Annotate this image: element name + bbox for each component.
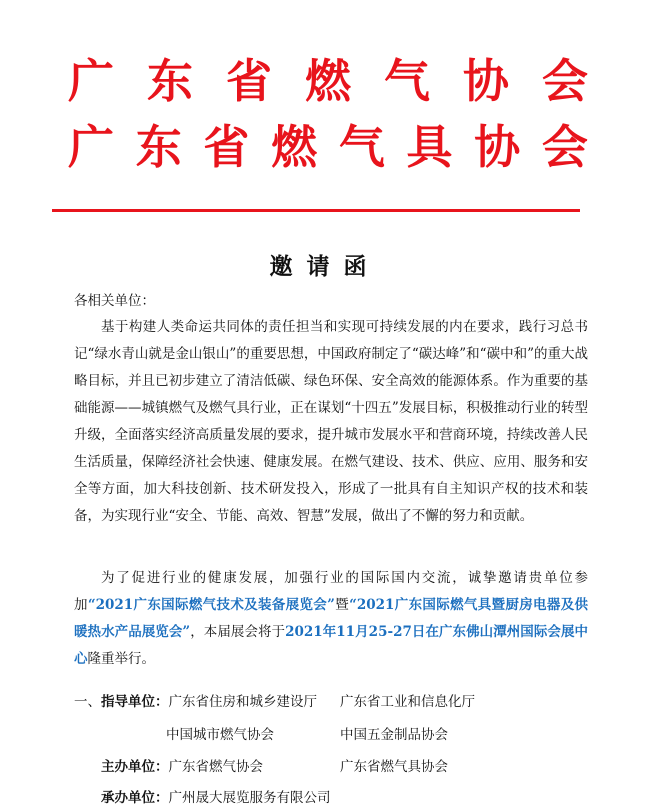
date-venue: 2021年11月25-27日在广东佛山潭州国际会展中心 (74, 624, 589, 667)
header-line-1-char: 燃 (305, 54, 351, 108)
header-line-2-char: 气 (338, 120, 385, 174)
header-line-2-char: 广 (68, 120, 114, 174)
header-line-2-char: 省 (203, 120, 250, 174)
header-line-1 (68, 54, 588, 108)
letter-title: 邀请函 (269, 254, 381, 280)
guiding-label: 指导单位： (101, 694, 169, 710)
host-unit-1: 广东省燃气协会 (168, 759, 263, 775)
organizer-unit: 广州晟大展览服务有限公司 (168, 790, 331, 806)
guiding-unit-2: 广东省工业和信息化厅 (340, 694, 475, 710)
header-line-2-char: 东 (135, 120, 182, 174)
guiding-unit-1: 广东省住房和城乡建设厅 (168, 694, 317, 710)
host-label: 主办单位： (101, 759, 169, 775)
header-line-2-char: 燃 (271, 120, 318, 174)
header-divider (52, 209, 580, 212)
header-line-2 (68, 120, 588, 174)
expo-name-2: “2021广东国际燃气具暨厨房电器及供暖热水产品展览会” (74, 597, 589, 640)
para2-part3: ，本届展会将于 (190, 624, 286, 640)
header-line-2-char: 具 (406, 120, 453, 174)
organizer-row (101, 788, 331, 808)
header-line-1-char: 协 (463, 54, 509, 108)
header-line-1-char: 东 (147, 54, 193, 108)
host-row (101, 757, 263, 777)
para2-part4: 隆重举行。 (87, 651, 155, 667)
section-prefix: 一、 (74, 694, 101, 710)
guiding-unit-3: 中国城市燃气协会 (166, 727, 274, 743)
header-line-2-char: 协 (474, 120, 521, 174)
header-line-1-char: 省 (226, 54, 272, 108)
paragraph-1: 基于构建人类命运共同体的责任担当和实现可持续发展的内在要求，践行习总书记“绿水青山就是金山银山”的重要思想，中国政府制定了“碳达峰”和“碳中和”的重大战略目标，并且已初步建立了清洁低碳、绿色环保、安全高效的能源体系。作为重要的基础能源——城镇燃气及燃气具行业，正在谋划“十四五”发展目标，积极推动行业的转型升级，全面落实经济高质量发展的要求，提升城市发展水平和营商环境，持续改善人民生活质量，保障经济社会快速、健康发展。在燃气建设、技术、供应、应用、服务和安全等方面，加大科技创新、技术研发投入，形成了一批具有自主知识产权的技术和装备，为实现行业“安全、节能、高效、智慧”发展，做出了不懈的努力和贡献。 (74, 319, 588, 524)
header-line-2-char: 会 (541, 120, 588, 174)
salutation: 各相关单位： (74, 293, 155, 309)
organizer-label: 承办单位： (101, 790, 169, 806)
header-line-1-char: 广 (68, 54, 114, 108)
para2-part2: 暨 (334, 597, 350, 613)
guiding-row-1 (74, 692, 317, 712)
para2-part1: 为了促进行业的健康发展，加强行业的国际国内交流，诚挚邀请贵单位参加 (74, 570, 588, 613)
host-unit-2: 广东省燃气具协会 (340, 759, 448, 775)
expo-name-1: “2021广东国际燃气技术及装备展览会” (87, 597, 335, 613)
header-line-1-char: 气 (384, 54, 430, 108)
guiding-unit-4: 中国五金制品协会 (340, 727, 448, 743)
header-line-1-char: 会 (542, 54, 588, 108)
paragraph-2 (74, 565, 588, 673)
